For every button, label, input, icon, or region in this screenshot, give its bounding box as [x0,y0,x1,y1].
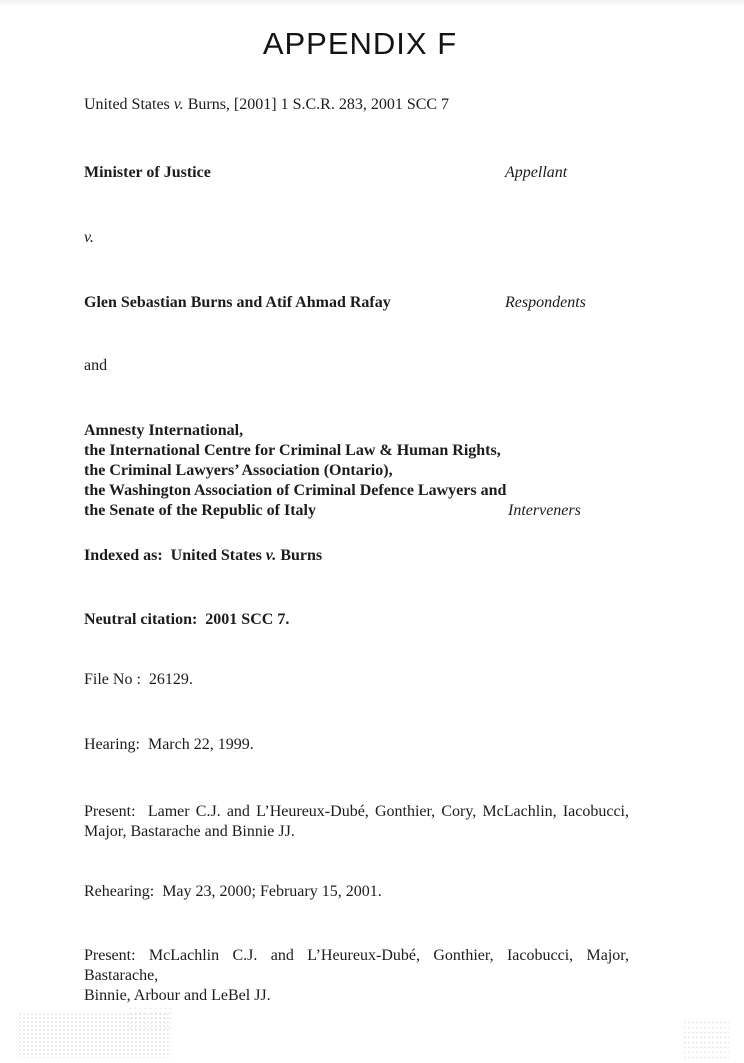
present-first-paragraph [84,802,629,842]
citation-versus: v. [173,96,184,113]
versus-line [84,228,629,248]
respondents-name: Glen Sebastian Burns and Atif Ahmad Rafay [84,294,391,311]
appellant-name: Minister of Justice [84,164,211,181]
present-rehearing-line1: Present: McLachlin C.J. and L’Heureux-Dubé, Gonthier, Iacobucci, Major, Bastarache, [84,947,633,984]
indexed-as-prefix: Indexed as: United States [84,547,266,564]
appellant-role: Appellant [505,164,568,181]
scan-noise-bottom-left-2 [128,1006,174,1030]
respondents-role: Respondents [505,294,586,311]
interveners-role: Interveners [508,502,581,519]
intervener-line: the International Centre for Criminal Law & Human Rights, [84,442,501,459]
versus-label: v. [84,229,94,246]
present-first-line2: Major, Bastarache and Binnie JJ. [84,823,295,840]
case-citation [84,95,629,115]
present-rehearing-paragraph [84,946,633,1006]
respondents-row [84,293,629,313]
present-first-line1: Present: Lamer C.J. and L’Heureux-Dubé, Gonthier, Cory, McLachlin, Iacobucci, [84,803,629,820]
rehearing-line: Rehearing: May 23, 2000; February 15, 2001. [84,883,382,900]
indexed-as-versus: v. [265,547,277,564]
conjunction-line [84,356,629,376]
intervener-line: the Senate of the Republic of Italy [84,502,316,519]
scan-noise-bottom-right [683,1020,729,1058]
appendix-title: APPENDIX F [262,26,458,61]
indexed-as-suffix: Burns [276,547,323,564]
file-no-line: File No : 26129. [84,671,193,688]
citation-suffix: Burns, [2001] 1 S.C.R. 283, 2001 SCC 7 [183,96,450,113]
citation-prefix: United States [84,96,174,113]
scan-edge-top [0,0,744,6]
hearing-line: Hearing: March 22, 1999. [84,736,254,753]
intervener-line: the Washington Association of Criminal Defence Lawyers and [84,482,507,499]
conjunction-label: and [84,357,108,374]
intervener-line: Amnesty International, [84,422,244,439]
interveners-block [84,421,629,521]
intervener-line: the Criminal Lawyers’ Association (Ontario), [84,462,393,479]
indexed-as-line [84,546,629,566]
neutral-citation-line: Neutral citation: 2001 SCC 7. [84,611,290,628]
appellant-row [84,163,629,183]
present-rehearing-line2: Binnie, Arbour and LeBel JJ. [84,987,271,1004]
